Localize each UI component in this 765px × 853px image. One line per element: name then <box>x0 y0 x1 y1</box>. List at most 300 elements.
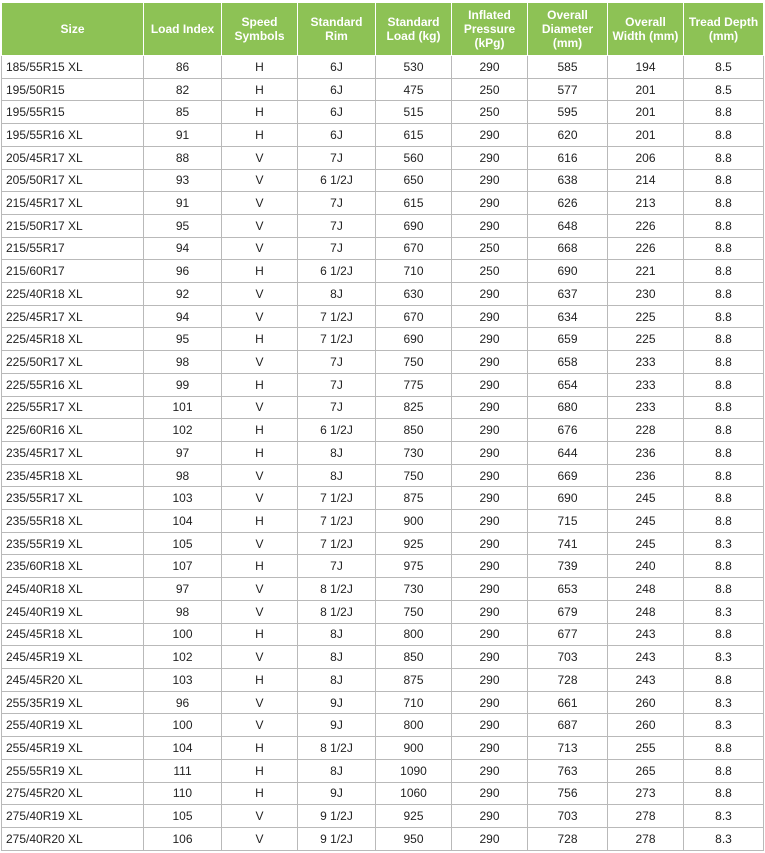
cell-speed: V <box>222 169 298 192</box>
cell-diameter: 676 <box>528 419 608 442</box>
cell-pressure: 290 <box>452 283 528 306</box>
cell-rim: 8J <box>298 283 376 306</box>
table-row <box>2 668 764 691</box>
cell-depth: 8.8 <box>684 237 764 260</box>
cell-diameter: 679 <box>528 600 608 623</box>
cell-pressure: 290 <box>452 419 528 442</box>
cell-speed: H <box>222 328 298 351</box>
cell-load-index: 111 <box>144 759 222 782</box>
cell-size: 225/40R18 XL <box>2 283 144 306</box>
cell-pressure: 290 <box>452 623 528 646</box>
cell-size: 225/50R17 XL <box>2 351 144 374</box>
cell-size: 215/50R17 XL <box>2 214 144 237</box>
cell-size: 215/60R17 <box>2 260 144 283</box>
cell-load-index: 105 <box>144 532 222 555</box>
cell-diameter: 756 <box>528 782 608 805</box>
cell-width: 243 <box>608 646 684 669</box>
cell-speed: H <box>222 555 298 578</box>
cell-speed: V <box>222 827 298 850</box>
cell-size: 275/40R19 XL <box>2 805 144 828</box>
cell-load: 650 <box>376 169 452 192</box>
table-row <box>2 305 764 328</box>
cell-size: 205/50R17 XL <box>2 169 144 192</box>
cell-pressure: 290 <box>452 782 528 805</box>
table-row <box>2 464 764 487</box>
cell-depth: 8.8 <box>684 328 764 351</box>
cell-rim: 7J <box>298 237 376 260</box>
cell-width: 278 <box>608 827 684 850</box>
cell-load: 800 <box>376 714 452 737</box>
cell-size: 185/55R15 XL <box>2 56 144 79</box>
column-header-diameter: Overall Diameter (mm) <box>528 3 608 56</box>
cell-depth: 8.8 <box>684 464 764 487</box>
cell-width: 233 <box>608 351 684 374</box>
cell-size: 235/45R17 XL <box>2 441 144 464</box>
cell-speed: V <box>222 600 298 623</box>
cell-size: 215/45R17 XL <box>2 192 144 215</box>
cell-diameter: 687 <box>528 714 608 737</box>
cell-speed: H <box>222 78 298 101</box>
column-header-rim: Standard Rim <box>298 3 376 56</box>
cell-rim: 8 1/2J <box>298 737 376 760</box>
cell-depth: 8.5 <box>684 56 764 79</box>
cell-load: 950 <box>376 827 452 850</box>
cell-diameter: 713 <box>528 737 608 760</box>
cell-load: 515 <box>376 101 452 124</box>
cell-width: 213 <box>608 192 684 215</box>
cell-rim: 7 1/2J <box>298 328 376 351</box>
cell-size: 245/45R18 XL <box>2 623 144 646</box>
cell-size: 245/45R20 XL <box>2 668 144 691</box>
cell-depth: 8.8 <box>684 441 764 464</box>
cell-pressure: 250 <box>452 237 528 260</box>
cell-width: 243 <box>608 668 684 691</box>
cell-speed: H <box>222 260 298 283</box>
cell-diameter: 638 <box>528 169 608 192</box>
cell-depth: 8.8 <box>684 759 764 782</box>
cell-pressure: 290 <box>452 328 528 351</box>
table-row <box>2 532 764 555</box>
cell-load: 560 <box>376 146 452 169</box>
table-row <box>2 328 764 351</box>
cell-pressure: 290 <box>452 805 528 828</box>
cell-load: 925 <box>376 532 452 555</box>
cell-speed: V <box>222 214 298 237</box>
cell-rim: 6J <box>298 124 376 147</box>
cell-width: 273 <box>608 782 684 805</box>
cell-depth: 8.8 <box>684 555 764 578</box>
cell-rim: 9J <box>298 714 376 737</box>
cell-diameter: 715 <box>528 510 608 533</box>
cell-speed: V <box>222 237 298 260</box>
cell-load: 730 <box>376 441 452 464</box>
cell-speed: V <box>222 305 298 328</box>
cell-depth: 8.8 <box>684 146 764 169</box>
cell-rim: 7J <box>298 373 376 396</box>
cell-width: 248 <box>608 600 684 623</box>
cell-load: 775 <box>376 373 452 396</box>
cell-load: 615 <box>376 124 452 147</box>
cell-width: 228 <box>608 419 684 442</box>
table-row <box>2 214 764 237</box>
cell-speed: V <box>222 283 298 306</box>
cell-load: 850 <box>376 646 452 669</box>
cell-diameter: 658 <box>528 351 608 374</box>
cell-depth: 8.5 <box>684 78 764 101</box>
cell-depth: 8.3 <box>684 600 764 623</box>
cell-load: 475 <box>376 78 452 101</box>
cell-pressure: 290 <box>452 646 528 669</box>
cell-rim: 8J <box>298 464 376 487</box>
cell-size: 225/45R17 XL <box>2 305 144 328</box>
cell-load: 875 <box>376 668 452 691</box>
cell-load-index: 82 <box>144 78 222 101</box>
cell-rim: 7J <box>298 214 376 237</box>
table-row <box>2 101 764 124</box>
table-row <box>2 691 764 714</box>
cell-rim: 6 1/2J <box>298 419 376 442</box>
cell-load-index: 98 <box>144 600 222 623</box>
cell-rim: 7 1/2J <box>298 487 376 510</box>
cell-width: 201 <box>608 78 684 101</box>
cell-diameter: 653 <box>528 578 608 601</box>
cell-rim: 7 1/2J <box>298 532 376 555</box>
cell-load-index: 95 <box>144 328 222 351</box>
cell-size: 205/45R17 XL <box>2 146 144 169</box>
cell-load: 710 <box>376 691 452 714</box>
cell-speed: H <box>222 737 298 760</box>
table-row <box>2 419 764 442</box>
table-row <box>2 396 764 419</box>
cell-rim: 8J <box>298 646 376 669</box>
column-header-pressure: Inflated Pressure (kPg) <box>452 3 528 56</box>
cell-load-index: 91 <box>144 192 222 215</box>
cell-size: 235/55R17 XL <box>2 487 144 510</box>
cell-pressure: 250 <box>452 260 528 283</box>
cell-pressure: 250 <box>452 101 528 124</box>
cell-pressure: 290 <box>452 668 528 691</box>
cell-load-index: 86 <box>144 56 222 79</box>
cell-speed: V <box>222 146 298 169</box>
cell-load: 875 <box>376 487 452 510</box>
cell-depth: 8.8 <box>684 283 764 306</box>
cell-load-index: 105 <box>144 805 222 828</box>
cell-depth: 8.8 <box>684 578 764 601</box>
cell-size: 195/55R16 XL <box>2 124 144 147</box>
cell-size: 235/55R19 XL <box>2 532 144 555</box>
cell-load-index: 104 <box>144 510 222 533</box>
cell-depth: 8.8 <box>684 169 764 192</box>
cell-rim: 8J <box>298 441 376 464</box>
cell-load-index: 110 <box>144 782 222 805</box>
cell-depth: 8.8 <box>684 214 764 237</box>
cell-diameter: 677 <box>528 623 608 646</box>
cell-speed: H <box>222 441 298 464</box>
cell-depth: 8.3 <box>684 827 764 850</box>
cell-size: 235/55R18 XL <box>2 510 144 533</box>
cell-load-index: 96 <box>144 260 222 283</box>
cell-speed: V <box>222 396 298 419</box>
table-row <box>2 260 764 283</box>
cell-size: 255/35R19 XL <box>2 691 144 714</box>
cell-load-index: 85 <box>144 101 222 124</box>
cell-diameter: 577 <box>528 78 608 101</box>
cell-pressure: 290 <box>452 578 528 601</box>
cell-diameter: 728 <box>528 668 608 691</box>
cell-width: 226 <box>608 214 684 237</box>
cell-load: 690 <box>376 214 452 237</box>
cell-load-index: 95 <box>144 214 222 237</box>
cell-width: 260 <box>608 691 684 714</box>
cell-speed: H <box>222 419 298 442</box>
cell-speed: V <box>222 192 298 215</box>
cell-pressure: 290 <box>452 192 528 215</box>
cell-pressure: 290 <box>452 351 528 374</box>
cell-pressure: 290 <box>452 214 528 237</box>
cell-rim: 7J <box>298 192 376 215</box>
cell-diameter: 595 <box>528 101 608 124</box>
cell-diameter: 661 <box>528 691 608 714</box>
cell-load: 630 <box>376 283 452 306</box>
cell-rim: 8 1/2J <box>298 578 376 601</box>
cell-diameter: 690 <box>528 260 608 283</box>
cell-depth: 8.3 <box>684 646 764 669</box>
cell-speed: V <box>222 805 298 828</box>
cell-width: 225 <box>608 328 684 351</box>
table-row <box>2 827 764 850</box>
cell-load-index: 98 <box>144 351 222 374</box>
cell-pressure: 290 <box>452 691 528 714</box>
table-row <box>2 782 764 805</box>
cell-load-index: 94 <box>144 305 222 328</box>
cell-rim: 8J <box>298 623 376 646</box>
cell-pressure: 290 <box>452 532 528 555</box>
cell-rim: 8J <box>298 668 376 691</box>
cell-diameter: 644 <box>528 441 608 464</box>
cell-depth: 8.8 <box>684 510 764 533</box>
cell-load-index: 88 <box>144 146 222 169</box>
cell-speed: H <box>222 668 298 691</box>
cell-size: 245/45R19 XL <box>2 646 144 669</box>
cell-speed: V <box>222 714 298 737</box>
cell-load-index: 97 <box>144 578 222 601</box>
table-row <box>2 441 764 464</box>
table-row <box>2 169 764 192</box>
cell-diameter: 634 <box>528 305 608 328</box>
header-row <box>2 3 764 56</box>
cell-size: 245/40R18 XL <box>2 578 144 601</box>
cell-speed: V <box>222 691 298 714</box>
cell-load: 730 <box>376 578 452 601</box>
cell-load-index: 102 <box>144 646 222 669</box>
cell-pressure: 290 <box>452 487 528 510</box>
cell-speed: H <box>222 623 298 646</box>
cell-width: 260 <box>608 714 684 737</box>
cell-load-index: 107 <box>144 555 222 578</box>
cell-diameter: 690 <box>528 487 608 510</box>
cell-width: 245 <box>608 487 684 510</box>
cell-diameter: 626 <box>528 192 608 215</box>
cell-width: 265 <box>608 759 684 782</box>
cell-depth: 8.8 <box>684 101 764 124</box>
cell-size: 275/45R20 XL <box>2 782 144 805</box>
cell-load-index: 94 <box>144 237 222 260</box>
cell-rim: 6J <box>298 101 376 124</box>
cell-speed: H <box>222 782 298 805</box>
table-body <box>2 56 764 851</box>
cell-pressure: 290 <box>452 305 528 328</box>
cell-rim: 7 1/2J <box>298 510 376 533</box>
column-header-load-index: Load Index <box>144 3 222 56</box>
cell-load: 615 <box>376 192 452 215</box>
cell-rim: 8J <box>298 759 376 782</box>
table-row <box>2 124 764 147</box>
cell-depth: 8.3 <box>684 532 764 555</box>
cell-width: 243 <box>608 623 684 646</box>
cell-depth: 8.8 <box>684 487 764 510</box>
table-row <box>2 759 764 782</box>
cell-depth: 8.8 <box>684 668 764 691</box>
column-header-load: Standard Load (kg) <box>376 3 452 56</box>
cell-width: 225 <box>608 305 684 328</box>
cell-load: 750 <box>376 464 452 487</box>
cell-speed: V <box>222 487 298 510</box>
cell-size: 225/55R17 XL <box>2 396 144 419</box>
cell-rim: 9J <box>298 691 376 714</box>
cell-diameter: 703 <box>528 805 608 828</box>
cell-load: 750 <box>376 351 452 374</box>
cell-rim: 6 1/2J <box>298 260 376 283</box>
table-row <box>2 578 764 601</box>
cell-width: 278 <box>608 805 684 828</box>
table-row <box>2 623 764 646</box>
cell-size: 245/40R19 XL <box>2 600 144 623</box>
cell-depth: 8.8 <box>684 782 764 805</box>
cell-load-index: 103 <box>144 487 222 510</box>
cell-speed: H <box>222 759 298 782</box>
cell-diameter: 668 <box>528 237 608 260</box>
cell-diameter: 620 <box>528 124 608 147</box>
column-header-speed: Speed Symbols <box>222 3 298 56</box>
table-row <box>2 373 764 396</box>
cell-load-index: 101 <box>144 396 222 419</box>
cell-load: 925 <box>376 805 452 828</box>
cell-diameter: 654 <box>528 373 608 396</box>
cell-load-index: 98 <box>144 464 222 487</box>
column-header-depth: Tread Depth (mm) <box>684 3 764 56</box>
table-row <box>2 56 764 79</box>
cell-pressure: 290 <box>452 373 528 396</box>
cell-rim: 9J <box>298 782 376 805</box>
cell-pressure: 290 <box>452 464 528 487</box>
cell-depth: 8.8 <box>684 737 764 760</box>
cell-load: 710 <box>376 260 452 283</box>
cell-load: 670 <box>376 305 452 328</box>
cell-pressure: 290 <box>452 555 528 578</box>
cell-depth: 8.8 <box>684 260 764 283</box>
cell-diameter: 616 <box>528 146 608 169</box>
cell-size: 275/40R20 XL <box>2 827 144 850</box>
cell-speed: V <box>222 646 298 669</box>
cell-width: 221 <box>608 260 684 283</box>
cell-width: 214 <box>608 169 684 192</box>
cell-load-index: 100 <box>144 623 222 646</box>
cell-rim: 7J <box>298 146 376 169</box>
cell-size: 225/55R16 XL <box>2 373 144 396</box>
cell-pressure: 290 <box>452 600 528 623</box>
cell-pressure: 290 <box>452 714 528 737</box>
table-row <box>2 737 764 760</box>
cell-speed: V <box>222 351 298 374</box>
cell-depth: 8.3 <box>684 691 764 714</box>
cell-load-index: 102 <box>144 419 222 442</box>
cell-size: 195/50R15 <box>2 78 144 101</box>
cell-width: 236 <box>608 441 684 464</box>
cell-rim: 6J <box>298 78 376 101</box>
cell-rim: 9 1/2J <box>298 827 376 850</box>
cell-diameter: 585 <box>528 56 608 79</box>
cell-width: 248 <box>608 578 684 601</box>
cell-load: 975 <box>376 555 452 578</box>
cell-load: 900 <box>376 510 452 533</box>
table-row <box>2 283 764 306</box>
cell-pressure: 290 <box>452 827 528 850</box>
column-header-size: Size <box>2 3 144 56</box>
cell-depth: 8.3 <box>684 805 764 828</box>
cell-size: 225/60R16 XL <box>2 419 144 442</box>
cell-width: 201 <box>608 124 684 147</box>
cell-width: 245 <box>608 510 684 533</box>
cell-depth: 8.8 <box>684 396 764 419</box>
table-row <box>2 192 764 215</box>
cell-diameter: 659 <box>528 328 608 351</box>
cell-pressure: 290 <box>452 737 528 760</box>
table-row <box>2 510 764 533</box>
cell-diameter: 741 <box>528 532 608 555</box>
table-row <box>2 146 764 169</box>
cell-diameter: 763 <box>528 759 608 782</box>
cell-size: 235/45R18 XL <box>2 464 144 487</box>
cell-load: 900 <box>376 737 452 760</box>
cell-load: 1090 <box>376 759 452 782</box>
cell-rim: 6J <box>298 56 376 79</box>
cell-speed: V <box>222 578 298 601</box>
cell-size: 255/45R19 XL <box>2 737 144 760</box>
cell-width: 233 <box>608 396 684 419</box>
cell-speed: V <box>222 464 298 487</box>
cell-speed: H <box>222 101 298 124</box>
cell-load: 850 <box>376 419 452 442</box>
tire-spec-table <box>1 2 764 851</box>
cell-speed: H <box>222 56 298 79</box>
table-row <box>2 237 764 260</box>
cell-diameter: 728 <box>528 827 608 850</box>
cell-diameter: 739 <box>528 555 608 578</box>
cell-width: 201 <box>608 101 684 124</box>
cell-pressure: 290 <box>452 396 528 419</box>
cell-width: 194 <box>608 56 684 79</box>
cell-depth: 8.8 <box>684 192 764 215</box>
cell-pressure: 290 <box>452 510 528 533</box>
cell-size: 195/55R15 <box>2 101 144 124</box>
cell-load-index: 99 <box>144 373 222 396</box>
table-header <box>2 3 764 56</box>
cell-load: 825 <box>376 396 452 419</box>
cell-rim: 6 1/2J <box>298 169 376 192</box>
cell-diameter: 648 <box>528 214 608 237</box>
cell-depth: 8.8 <box>684 305 764 328</box>
cell-speed: H <box>222 510 298 533</box>
